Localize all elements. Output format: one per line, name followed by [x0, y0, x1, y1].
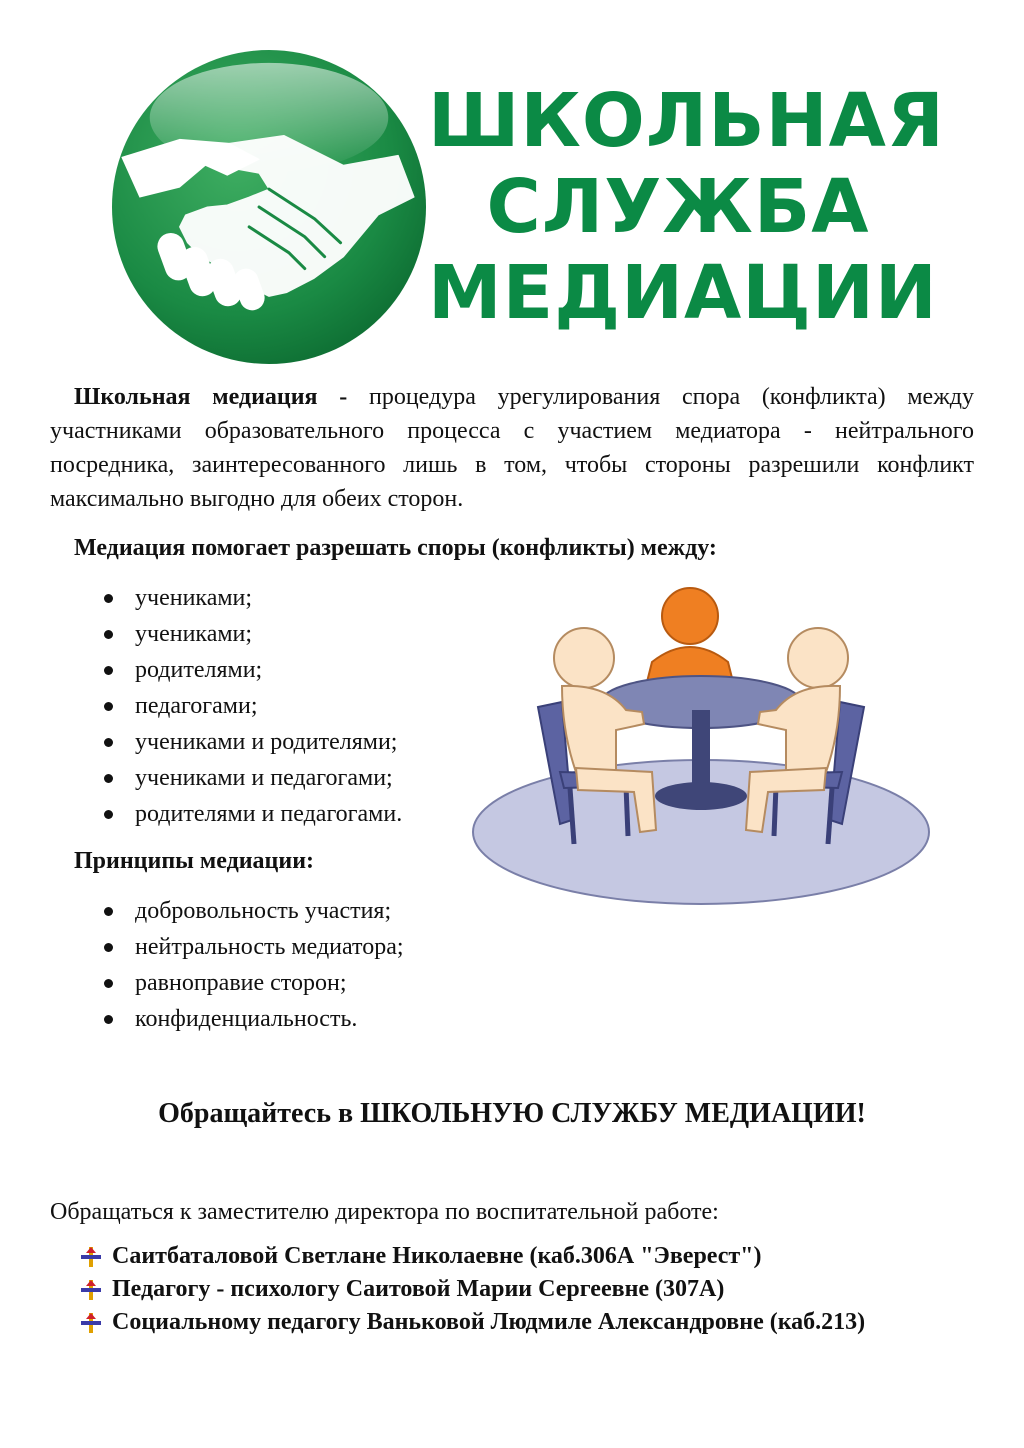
intro-definition: процедура урегулирования спора (конфликта) между участниками образовательного процесса с участием медиатора - нейтрального посредника, заинтересованного лишь в том, чтобы стороны разрешили конфликт максимально выгодно для обеих сторон.: [50, 384, 974, 512]
list-item: родителями и педагогами.: [0, 796, 402, 832]
bullet-icon: [104, 943, 113, 952]
arrow-bullet-icon: [80, 1279, 102, 1301]
title-line-3: МЕДИАЦИИ: [428, 250, 938, 336]
list-item: учениками;: [0, 580, 402, 616]
bullet-icon: [104, 907, 113, 916]
bullet-icon: [104, 1015, 113, 1024]
call-to-action: Обращайтесь в ШКОЛЬНУЮ СЛУЖБУ МЕДИАЦИИ!: [158, 1098, 866, 1129]
bullet-icon: [104, 666, 113, 675]
page-title: [428, 78, 945, 336]
list-item: педагогами;: [0, 688, 402, 724]
bullet-icon: [104, 630, 113, 639]
list-item: родителями;: [0, 652, 402, 688]
list-item: учениками;: [0, 616, 402, 652]
list-item: учениками и педагогами;: [0, 760, 402, 796]
list-item: нейтральность медиатора;: [0, 929, 404, 965]
list-item: конфиденциальность.: [0, 1001, 404, 1037]
list-item: добровольность участия;: [0, 893, 404, 929]
principles-list: [0, 893, 404, 1037]
bullet-icon: [104, 810, 113, 819]
title-line-1: ШКОЛЬНАЯ: [428, 78, 945, 164]
round-table-meeting-icon: [466, 582, 936, 912]
handshake-logo-icon: [110, 48, 428, 366]
list-item: учениками и родителями;: [0, 724, 402, 760]
bullet-icon: [104, 702, 113, 711]
helps-heading: Медиация помогает разрешать споры (конфликты) между:: [74, 535, 717, 561]
list-item: равноправие сторон;: [0, 965, 404, 1001]
list-item: Педагогу - психологу Саитовой Марии Сергеевне (307А): [80, 1273, 865, 1306]
bullet-icon: [104, 738, 113, 747]
intro-term: Школьная медиация -: [74, 384, 348, 410]
principles-heading: Принципы медиации:: [74, 848, 315, 874]
contacts-list: [80, 1240, 865, 1339]
bullet-icon: [104, 979, 113, 988]
contact-intro: Обращаться к заместителю директора по воспитательной работе:: [50, 1199, 719, 1225]
arrow-bullet-icon: [80, 1246, 102, 1268]
title-line-2: СЛУЖБА: [486, 164, 870, 250]
list-item: Саитбаталовой Светлане Николаевне (каб.306А "Эверест"): [80, 1240, 865, 1273]
helps-list: [0, 580, 402, 832]
arrow-bullet-icon: [80, 1312, 102, 1334]
bullet-icon: [104, 774, 113, 783]
intro-paragraph: [50, 380, 974, 516]
bullet-icon: [104, 594, 113, 603]
list-item: Социальному педагогу Ваньковой Людмиле Александровне (каб.213): [80, 1306, 865, 1339]
